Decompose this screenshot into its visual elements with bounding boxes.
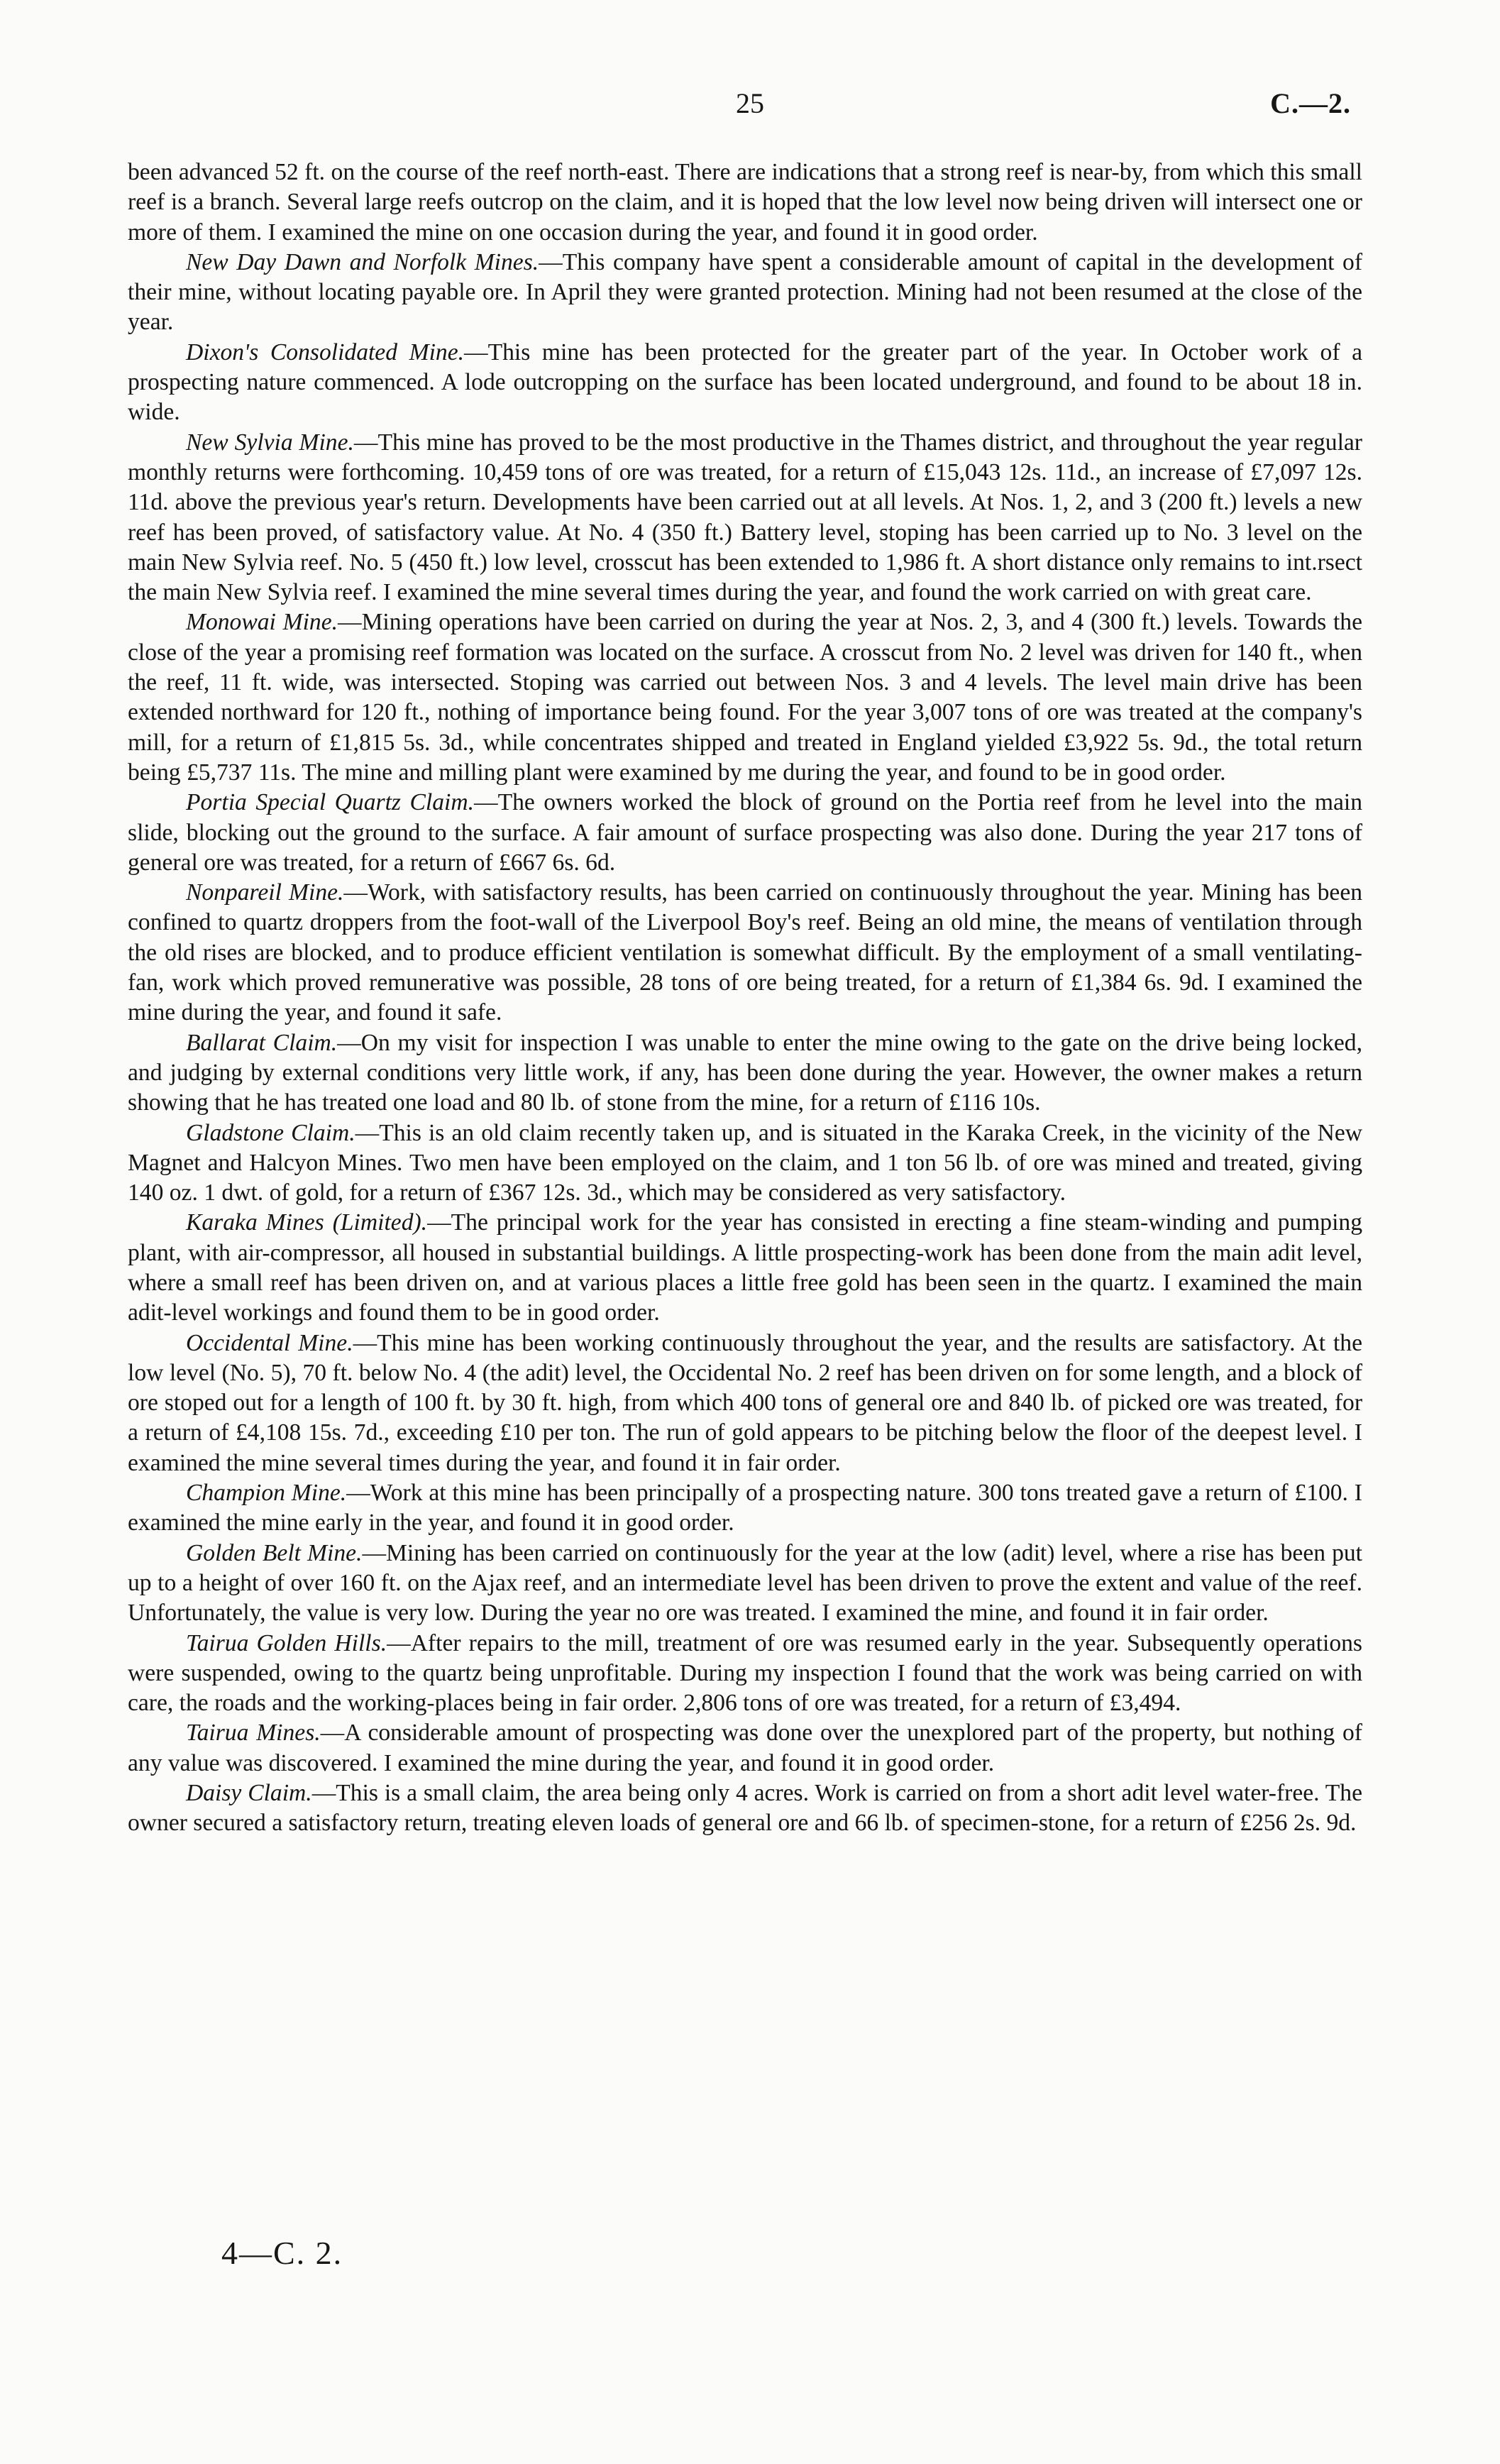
mine-name: Champion Mine. bbox=[186, 1480, 347, 1507]
paragraph bbox=[128, 158, 1362, 248]
paragraph bbox=[128, 428, 1362, 608]
paragraph-text: —On my visit for inspection I was unable to enter the mine owing to the gate on the drive being locked, and judging by external conditions very little work, if any, has been done during the year. However, the owner makes a return showing that he has treated one load and 80 lb. of stone from the mine, for a return of £116 10s. bbox=[128, 1029, 1362, 1116]
paragraph-text: —Work at this mine has been principally of a prospecting nature. 300 tons treated gave a return of £100. I examined the mine early in the year, and found it in good order. bbox=[128, 1480, 1362, 1536]
paragraph-text: —The principal work for the year has consisted in erecting a fine steam-winding and pumping plant, with air-compressor, all housed in substantial buildings. A little prospecting-work has been done from the main adit level, where a small reef has been driven on, and at various places a little free gold has been seen in the quartz. I examined the main adit-level workings and found them to be in good order. bbox=[128, 1209, 1362, 1326]
paragraph-text: —This mine has proved to be the most productive in the Thames district, and throughout the year regular monthly returns were forthcoming. 10,459 tons of ore was treated, for a return of £15,043 12s. 11d., an increase of £7,097 12s. 11d. above the previous year's return. Developments have been carried out at all levels. At Nos. 1, 2, and 3 (200 ft.) levels a new reef has been proved, of satisfactory value. At No. 4 (350 ft.) Battery level, stoping has been carried up to No. 3 level on the main New Sylvia reef. No. 5 (450 ft.) low level, crosscut has been extended to 1,986 ft. A short distance only remains to int.rsect the main New Sylvia reef. I examined the mine several times during the year, and found the work carried on with great care. bbox=[128, 429, 1362, 606]
paragraph bbox=[128, 1718, 1362, 1778]
footer-signature: 4—C. 2. bbox=[221, 2235, 343, 2271]
paragraph bbox=[128, 1208, 1362, 1328]
paragraph-text: —This mine has been protected for the greater part of the year. In October work of a prospecting nature commenced. A lode outcropping on the surface has been located underground, and found to be about 18 in. wide. bbox=[128, 339, 1363, 426]
mine-name: Golden Belt Mine. bbox=[186, 1539, 363, 1566]
mine-name: Portia Special Quartz Claim. bbox=[186, 789, 474, 816]
mine-name: Daisy Claim. bbox=[186, 1780, 312, 1807]
mine-name: Monowai Mine. bbox=[186, 609, 338, 636]
paragraph bbox=[128, 607, 1362, 788]
paragraph bbox=[128, 338, 1362, 428]
paragraph-text: —After repairs to the mill, treatment of ore was resumed early in the year. Subsequently operations were suspended, owing to the quartz being unprofitable. During my inspection I found that the work was being carried on with care, the roads and the working-places being in fair order. 2,806 tons of ore was treated, for a return of £3,494. bbox=[128, 1629, 1362, 1717]
mine-name: Nonpareil Mine. bbox=[186, 879, 344, 906]
paragraph bbox=[128, 1478, 1362, 1539]
page-number: 25 bbox=[736, 87, 764, 119]
paragraph bbox=[128, 878, 1362, 1028]
paragraph bbox=[128, 1028, 1362, 1118]
mine-name: Tairua Golden Hills. bbox=[186, 1629, 387, 1656]
report-body bbox=[128, 158, 1362, 1839]
paragraph-text: —Mining has been carried on continuously for the year at the low (adit) level, where a rise has been put up to a height of over 160 ft. on the Ajax reef, and an intermediate level has been driven to prove the extent and value of the reef. Unfortunately, the value is very low. During the year no ore was treated. I examined the mine, and found it in fair order. bbox=[128, 1539, 1362, 1627]
mine-name: New Sylvia Mine. bbox=[186, 429, 354, 456]
paragraph-text: —A considerable amount of prospecting was done over the unexplored part of the property, but nothing of any value was discovered. I examined the mine during the year, and found it in good order. bbox=[128, 1720, 1362, 1776]
document-code: C.—2. bbox=[1270, 87, 1351, 119]
paragraph-text: been advanced 52 ft. on the course of the reef north-east. There are indications that a strong reef is near-by, from which this small reef is a branch. Several large reefs outcrop on the claim, and it is hoped that the low level now being driven will intersect one or more of them. I examined the mine on one occasion during the year, and found it in good order. bbox=[128, 159, 1362, 246]
paragraph-text: —This is an old claim recently taken up, and is situated in the Karaka Creek, in the vicinity of the New Magnet and Halcyon Mines. Two men have been employed on the claim, and 1 ton 56 lb. of ore was mined and treated, giving 140 oz. 1 dwt. of gold, for a return of £367 12s. 3d., which may be considered as very satisfactory. bbox=[128, 1119, 1362, 1206]
paragraph-text: —The owners worked the block of ground on the Portia reef from he level into the main slide, blocking out the ground to the surface. A fair amount of surface prospecting was also done. During the year 217 tons of general ore was treated, for a return of £667 6s. 6d. bbox=[128, 789, 1363, 876]
paragraph bbox=[128, 1118, 1362, 1209]
mine-name: Occidental Mine. bbox=[186, 1329, 353, 1356]
paragraph-text: —This is a small claim, the area being only 4 acres. Work is carried on from a short adit level water-free. The owner secured a satisfactory return, treating eleven loads of general ore and 66 lb. of specimen-stone, for a return of £256 2s. 9d. bbox=[128, 1780, 1362, 1837]
paragraph bbox=[128, 1629, 1362, 1719]
paragraph-text: —This company have spent a considerable amount of capital in the development of their mine, without locating payable ore. In April they were granted protection. Mining had not been resumed at the close of the year. bbox=[128, 248, 1362, 336]
paragraph bbox=[128, 1778, 1362, 1839]
mine-name: Tairua Mines. bbox=[186, 1720, 321, 1747]
paragraph bbox=[128, 1329, 1362, 1478]
mine-name: New Day Dawn and Norfolk Mines. bbox=[186, 248, 539, 275]
paragraph bbox=[128, 1539, 1362, 1629]
mine-name: Ballarat Claim. bbox=[186, 1029, 338, 1056]
mine-name: Gladstone Claim. bbox=[186, 1119, 355, 1146]
mine-name: Dixon's Consolidated Mine. bbox=[186, 339, 464, 365]
paragraph bbox=[128, 788, 1362, 878]
paragraph-text: —This mine has been working continuously throughout the year, and the results are satisfactory. At the low level (No. 5), 70 ft. below No. 4 (the adit) level, the Occidental No. 2 reef has been driven on for some length, and a block of ore stoped out for a length of 100 ft. by 30 ft. high, from which 400 tons of general ore and 840 lb. of picked ore was treated, for a return of £4,108 15s. 7d., exceeding £10 per ton. The run of gold appears to be pitching below the floor of the deepest level. I examined the mine several times during the year, and found it in fair order. bbox=[128, 1329, 1362, 1476]
paragraph-text: —Work, with satisfactory results, has been carried on continuously throughout the year. Mining has been confined to quartz droppers from the foot-wall of the Liverpool Boy's reef. Being an old mine, the means of ventilation through the old rises are blocked, and to produce efficient ventilation is somewhat difficult. By the employment of a small ventilating-fan, work which proved remunerative was possible, 28 tons of ore being treated, for a return of £1,384 6s. 9d. I examined the mine during the year, and found it safe. bbox=[128, 879, 1363, 1026]
mine-name: Karaka Mines (Limited). bbox=[186, 1209, 428, 1236]
paragraph bbox=[128, 248, 1362, 338]
paragraph-text: —Mining operations have been carried on during the year at Nos. 2, 3, and 4 (300 ft.) levels. Towards the close of the year a promising reef formation was located on the surface. A crosscut from No. 2 level was driven for 140 ft., when the reef, 11 ft. wide, was intersected. Stoping was carried out between Nos. 3 and 4 levels. The level main drive has been extended northward for 120 ft., nothing of importance being found. For the year 3,007 tons of ore was treated at the company's mill, for a return of £1,815 5s. 3d., while concentrates shipped and treated in England yielded £3,922 5s. 9d., the total return being £5,737 11s. The mine and milling plant were examined by me during the year, and found to be in good order. bbox=[128, 609, 1362, 786]
